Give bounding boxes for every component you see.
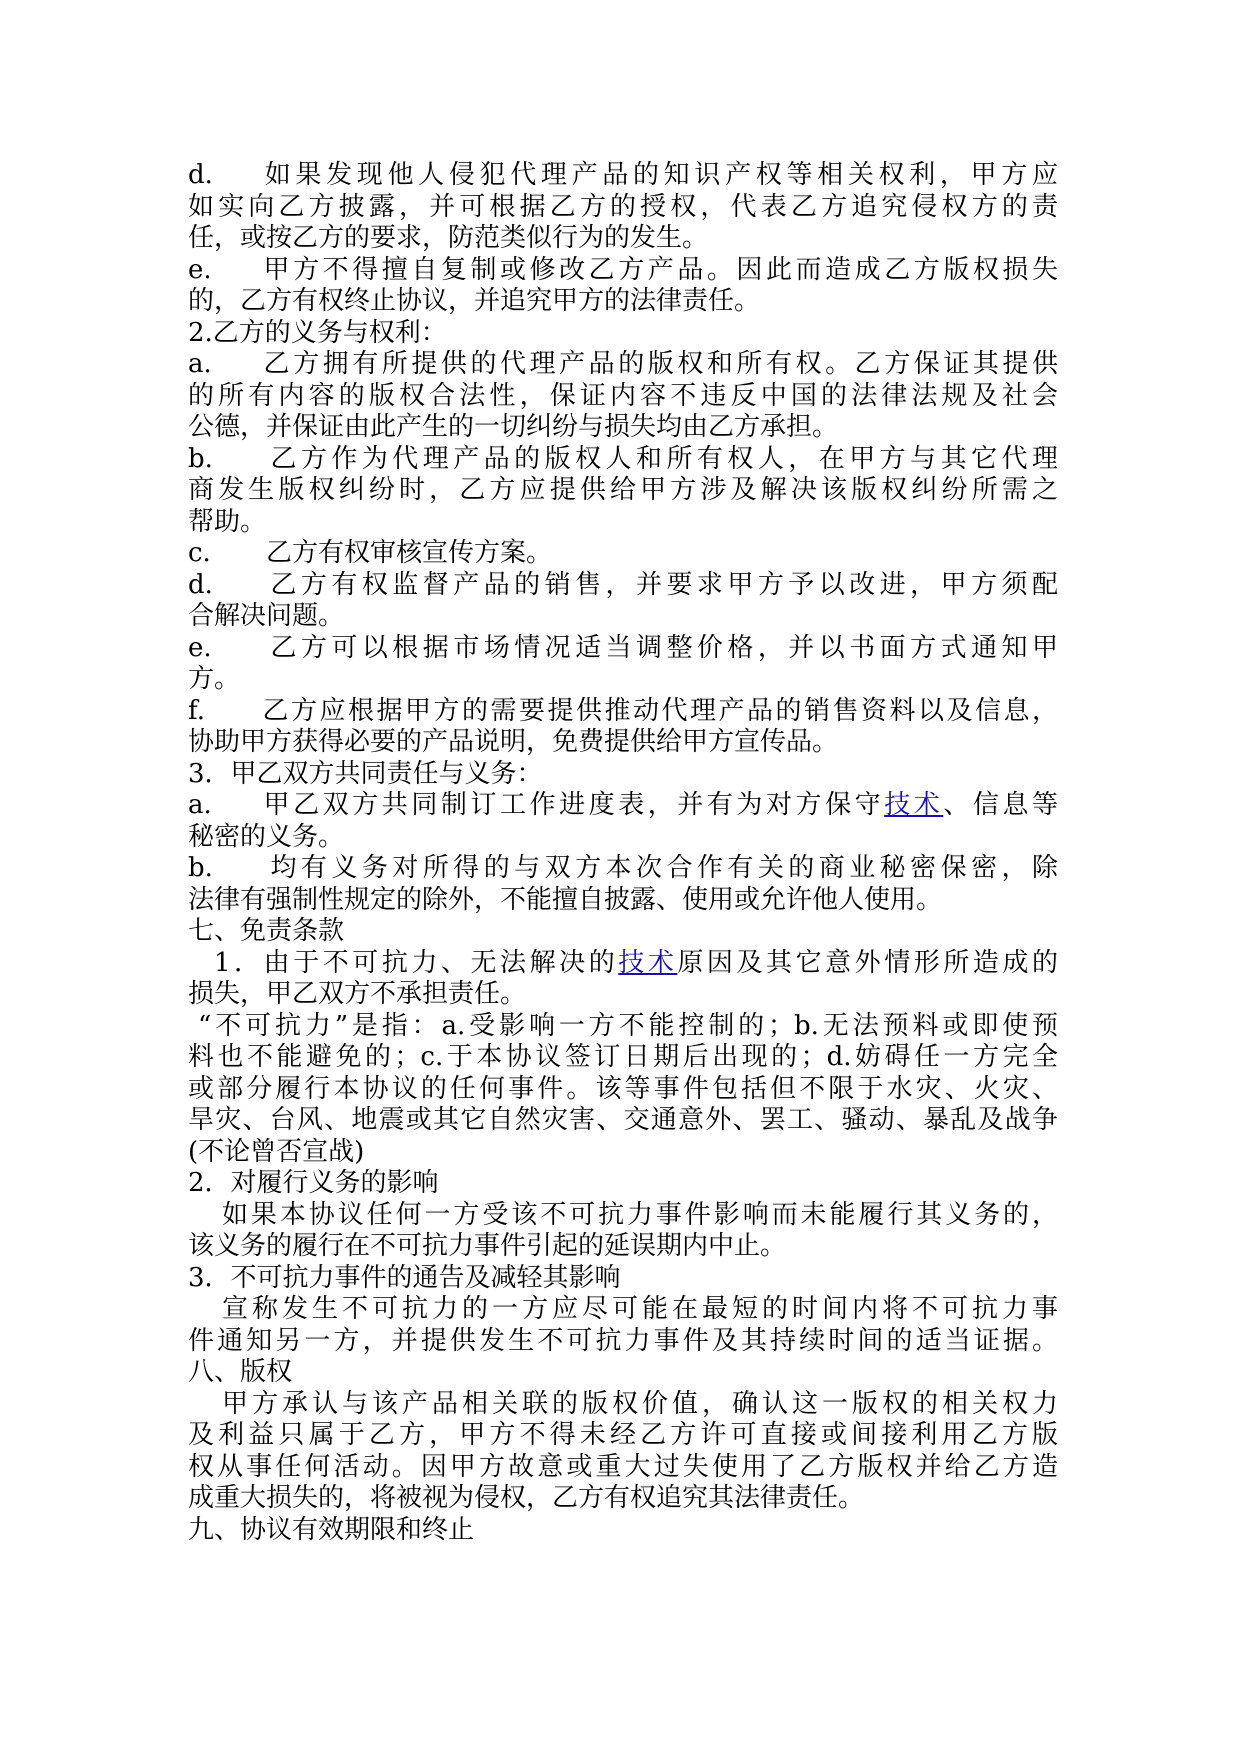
text-line xyxy=(188,444,1058,476)
text-span: 乙方作为代理产品的版权人和所有权人，在甲方与其它代理 xyxy=(266,443,1058,474)
text-span: 均有义务对所得的与双方本次合作有关的商业秘密保密，除 xyxy=(266,853,1058,883)
text-line: 秘密的义务。 xyxy=(188,821,345,852)
text-span: 乙方拥有所提供的代理产品的版权和所有权。乙方保证其提供 xyxy=(260,349,1058,379)
list-marker: a. xyxy=(188,790,212,820)
text-span: 1．由于不可抗力、无法解决的 xyxy=(214,947,619,978)
text-span: 原因及其它意外情形所造成的 xyxy=(677,947,1058,978)
text-line: 权从事任何活动。因甲方故意或重大过失使用了乙方版权并给乙方造 xyxy=(188,1451,1058,1482)
text-line xyxy=(188,570,1058,602)
text-line xyxy=(188,255,1058,287)
text-line: 帮助。 xyxy=(188,506,267,537)
text-line: 方。 xyxy=(188,664,241,694)
text-line: 甲方承认与该产品相关联的版权价值，确认这一版权的相关权力 xyxy=(222,1388,1058,1419)
section-heading: 3．不可抗力事件的通告及减轻其影响 xyxy=(188,1262,621,1293)
list-marker: f. xyxy=(188,695,205,726)
text-line: 商发生版权纠纷时，乙方应提供给甲方涉及解决该版权纠纷所需之 xyxy=(188,475,1058,505)
list-marker: d. xyxy=(188,160,213,190)
section-heading: 七、免责条款 xyxy=(188,916,345,946)
text-line: 损失，甲乙双方不承担责任。 xyxy=(188,979,527,1009)
list-marker: b. xyxy=(188,853,213,883)
section-heading: 八、版权 xyxy=(188,1357,293,1387)
text-line: 成重大损失的，将被视为侵权，乙方有权追究其法律责任。 xyxy=(188,1483,865,1513)
list-marker: d. xyxy=(188,569,213,600)
list-marker: a. xyxy=(188,349,212,379)
section-heading: 2．对履行义务的影响 xyxy=(188,1168,439,1198)
text-span: 乙方可以根据市场情况适当调整价格，并以书面方式通知甲 xyxy=(266,632,1058,663)
text-line xyxy=(188,790,1058,822)
text-line: 该义务的履行在不可抗力事件引起的延误期内中止。 xyxy=(188,1231,787,1261)
text-line xyxy=(188,349,1058,381)
text-line: 公德，并保证由此产生的一切纠纷与损失均由乙方承担。 xyxy=(188,412,839,442)
text-line: 宣称发生不可抗力的一方应尽可能在最短的时间内将不可抗力事 xyxy=(222,1294,1058,1324)
text-line: (不论曾否宣战) xyxy=(188,1136,365,1167)
section-heading: 2.乙方的义务与权利： xyxy=(188,317,447,348)
list-marker: e. xyxy=(188,632,212,663)
technology-link[interactable]: 技术 xyxy=(618,947,678,978)
technology-link[interactable]: 技术 xyxy=(884,790,944,820)
text-span: 如果发现他人侵犯代理产品的知识产权等相关权利，甲方应 xyxy=(260,160,1058,190)
text-line: 如果本协议任何一方受该不可抗力事件影响而未能履行其义务的， xyxy=(222,1199,1058,1230)
text-line xyxy=(188,948,1058,980)
text-line: 件通知另一方，并提供发生不可抗力事件及其持续时间的适当证据。 xyxy=(188,1325,1058,1356)
text-line: 及利益只属于乙方，甲方不得未经乙方许可直接或间接利用乙方版 xyxy=(188,1420,1058,1450)
document-page xyxy=(188,160,1058,1546)
text-span: 甲乙双方共同制订工作进度表，并有为对方保守 xyxy=(260,790,885,820)
list-marker: e. xyxy=(188,254,212,285)
text-line xyxy=(188,696,1058,728)
text-line: 如实向乙方披露，并可根据乙方的授权，代表乙方追究侵权方的责 xyxy=(188,191,1058,222)
text-line: 法律有强制性规定的除外，不能擅自披露、使用或允许他人使用。 xyxy=(188,884,943,915)
text-line: 的，乙方有权终止协议，并追究甲方的法律责任。 xyxy=(188,286,761,316)
text-line xyxy=(188,853,1058,885)
text-line: 料也不能避免的；c.于本协议签订日期后出现的；d.妨碍任一方完全 xyxy=(188,1042,1058,1072)
text-span: 、信息等 xyxy=(943,790,1058,820)
list-marker: b. xyxy=(188,443,213,474)
text-line xyxy=(188,160,1058,192)
text-line: 合解决问题。 xyxy=(188,601,345,631)
text-line xyxy=(188,538,1058,570)
text-line: 任，或按乙方的要求，防范类似行为的发生。 xyxy=(188,223,709,253)
text-line: 协助甲方获得必要的产品说明，免费提供给甲方宣传品。 xyxy=(188,727,839,757)
section-heading: 3．甲乙双方共同责任与义务： xyxy=(188,758,543,789)
text-line: 旱灾、台风、地震或其它自然灾害、交通意外、罢工、骚动、暴乱及战争 xyxy=(188,1105,1058,1135)
text-span: 乙方有权监督产品的销售，并要求甲方予以改进，甲方须配 xyxy=(266,569,1058,600)
text-span: 乙方有权审核宣传方案。 xyxy=(266,538,553,568)
section-heading: 九、协议有效期限和终止 xyxy=(188,1514,475,1545)
text-span: 乙方应根据甲方的需要提供推动代理产品的销售资料以及信息， xyxy=(260,695,1058,726)
list-marker: c. xyxy=(188,538,211,568)
text-line: 的所有内容的版权合法性，保证内容不违反中国的法律法规及社会 xyxy=(188,380,1058,411)
text-line: “不可抗力”是指：a.受影响一方不能控制的；b.无法预料或即使预 xyxy=(198,1010,1058,1041)
text-span: 甲方不得擅自复制或修改乙方产品。因此而造成乙方版权损失 xyxy=(260,254,1058,285)
text-line: 或部分履行本协议的任何事件。该等事件包括但不限于水灾、火灾、 xyxy=(188,1073,1058,1104)
text-line xyxy=(188,633,1058,665)
